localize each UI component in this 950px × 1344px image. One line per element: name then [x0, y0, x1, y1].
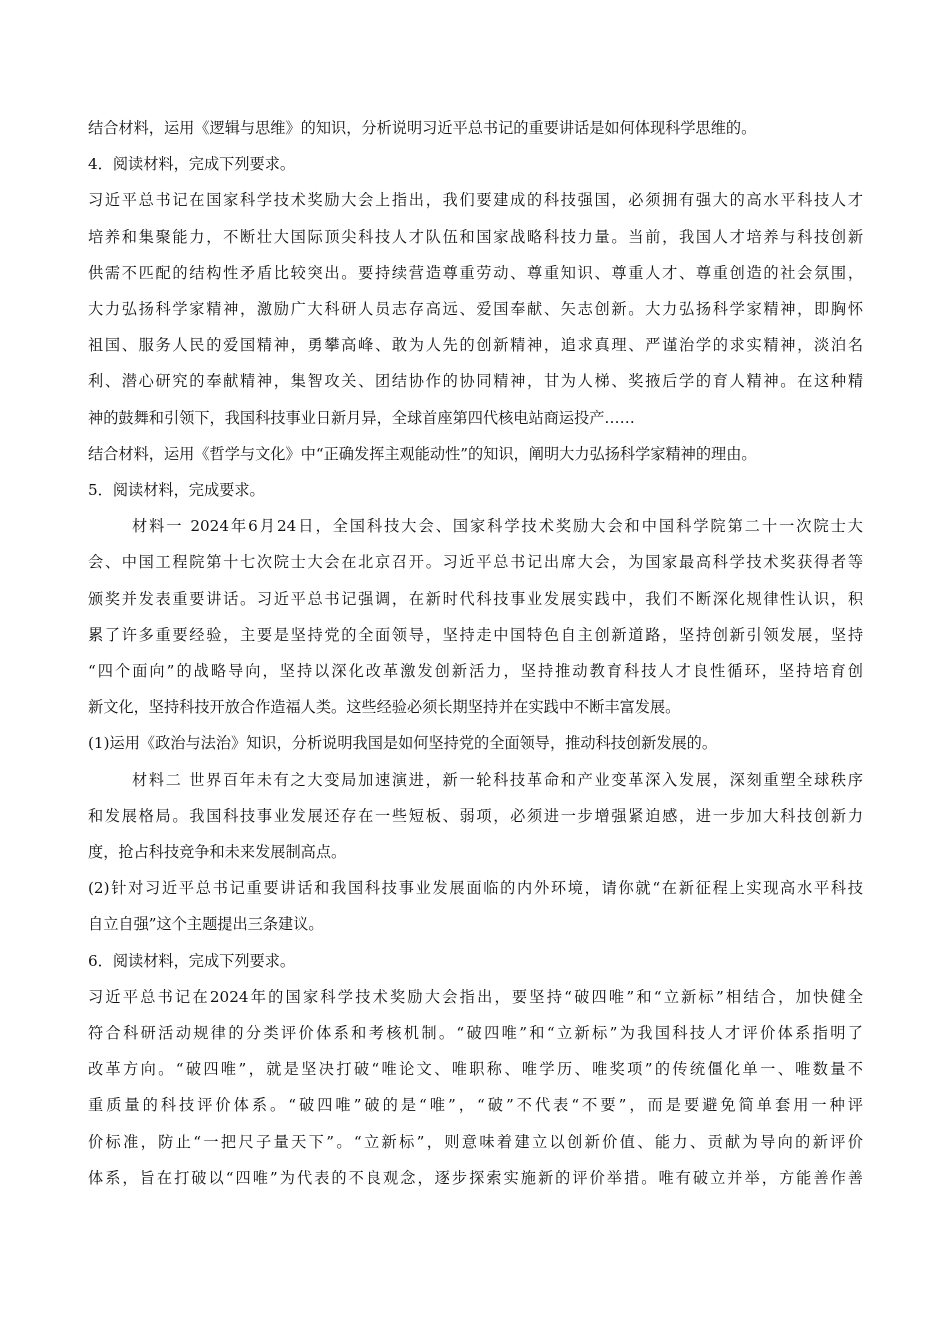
q6-material-line: 体系，旨在打破以“四唯”为代表的不良观念，逐步探索实施新的评价举措。唯有破立并举，方能善作善: [88, 1168, 863, 1187]
question-5-part-1-prompt: (1)运用《政治与法治》知识，分析说明我国是如何坚持党的全面领导，推动科技创新发展的。: [88, 734, 718, 753]
q5-material-1-line: 颁奖并发表重要讲话。习近平总书记强调，在新时代科技事业发展实践中，我们不断深化规律性认识，积: [88, 589, 863, 608]
q5-material-2-line: 度，抢占科技竞争和未来发展制高点。: [88, 843, 347, 862]
q4-material-line: 培养和集聚能力，不断壮大国际顶尖科技人才队伍和国家战略科技力量。当前，我国人才培养与科技创新: [88, 227, 863, 246]
q4-material-line: 供需不匹配的结构性矛盾比较突出。要持续营造尊重劳动、尊重知识、尊重人才、尊重创造的社会氛围，: [88, 263, 863, 282]
question-4-prompt: 结合材料，运用《哲学与文化》中“正确发挥主观能动性”的知识，阐明大力弘扬科学家精神的理由。: [88, 444, 757, 463]
q5-material-2-line: 和发展格局。我国科技事业发展还存在一些短板、弱项，必须进一步增强紧迫感，进一步加大科技创新力: [88, 806, 863, 825]
q6-material-line: 符合科研活动规律的分类评价体系和考核机制。“破四唯”和“立新标”为我国科技人才评价体系指明了: [88, 1024, 863, 1043]
question-5-part-2-prompt: (2)针对习近平总书记重要讲话和我国科技事业发展面临的内外环境，请你就“在新征程上实现高水平科技: [88, 879, 863, 898]
q5-material-1-line: 累了许多重要经验，主要是坚持党的全面领导，坚持走中国特色自主创新道路，坚持创新引领发展，坚持: [88, 625, 863, 644]
document-body: [88, 110, 863, 1196]
q5-material-1-line: 会、中国工程院第十七次院士大会在北京召开。习近平总书记出席大会，为国家最高科学技术奖获得者等: [88, 553, 863, 572]
q5-material-1-line: 新文化，坚持科技开放合作造福人类。这些经验必须长期坚持并在实践中不断丰富发展。: [88, 698, 681, 717]
q4-material-line: 习近平总书记在国家科学技术奖励大会上指出，我们要建成的科技强国，必须拥有强大的高水平科技人才: [88, 191, 863, 210]
question-5-part-2-prompt: 自立自强”这个主题提出三条建议。: [88, 915, 324, 934]
q4-material-line: 大力弘扬科学家精神，激励广大科研人员志存高远、爱国奉献、矢志创新。大力弘扬科学家精神，即胸怀: [88, 300, 863, 319]
q4-material-line: 祖国、服务人民的爱国精神，勇攀高峰、敢为人先的创新精神，追求真理、严谨治学的求实精神，淡泊名: [88, 336, 863, 355]
q5-material-2-line: 材料二 世界百年未有之大变局加速演进，新一轮科技革命和产业变革深入发展，深刻重塑全球秩序: [132, 770, 863, 789]
question-4-heading: 4．阅读材料，完成下列要求。: [88, 155, 296, 174]
q6-material-line: 习近平总书记在2024年的国家科学技术奖励大会指出，要坚持“破四唯”和“立新标”相结合，加快健全: [88, 987, 863, 1006]
q6-material-line: 重质量的科技评价体系。“破四唯”破的是“唯”，“破”不代表“不要”，而是要避免简单套用一种评: [88, 1096, 863, 1115]
q6-material-line: 价标准，防止“一把尺子量天下”。“立新标”，则意味着建立以创新价值、能力、贡献为导向的新评价: [88, 1132, 863, 1151]
q4-material-line: 利、潜心研究的奉献精神，集智攻关、团结协作的协同精神，甘为人梯、奖掖后学的育人精神。在这种精: [88, 372, 863, 391]
q6-material-line: 改革方向。“破四唯”，就是坚决打破“唯论文、唯职称、唯学历、唯奖项”的传统僵化单一、唯数量不: [88, 1060, 863, 1079]
q5-material-1-line: 材料一 2024年6月24日，全国科技大会、国家科学技术奖励大会和中国科学院第二十一次院士大: [132, 517, 863, 536]
q5-material-1-line: “四个面向”的战略导向，坚持以深化改革激发创新活力，坚持推动教育科技人才良性循环，坚持培育创: [88, 662, 863, 681]
question-5-heading: 5．阅读材料，完成要求。: [88, 481, 265, 500]
question-6-heading: 6．阅读材料，完成下列要求。: [88, 951, 296, 970]
q4-material-line: 神的鼓舞和引领下，我国科技事业日新月异，全球首座第四代核电站商运投产……: [88, 408, 635, 427]
question-3-prompt: 结合材料，运用《逻辑与思维》的知识，分析说明习近平总书记的重要讲话是如何体现科学思维的。: [88, 119, 757, 137]
